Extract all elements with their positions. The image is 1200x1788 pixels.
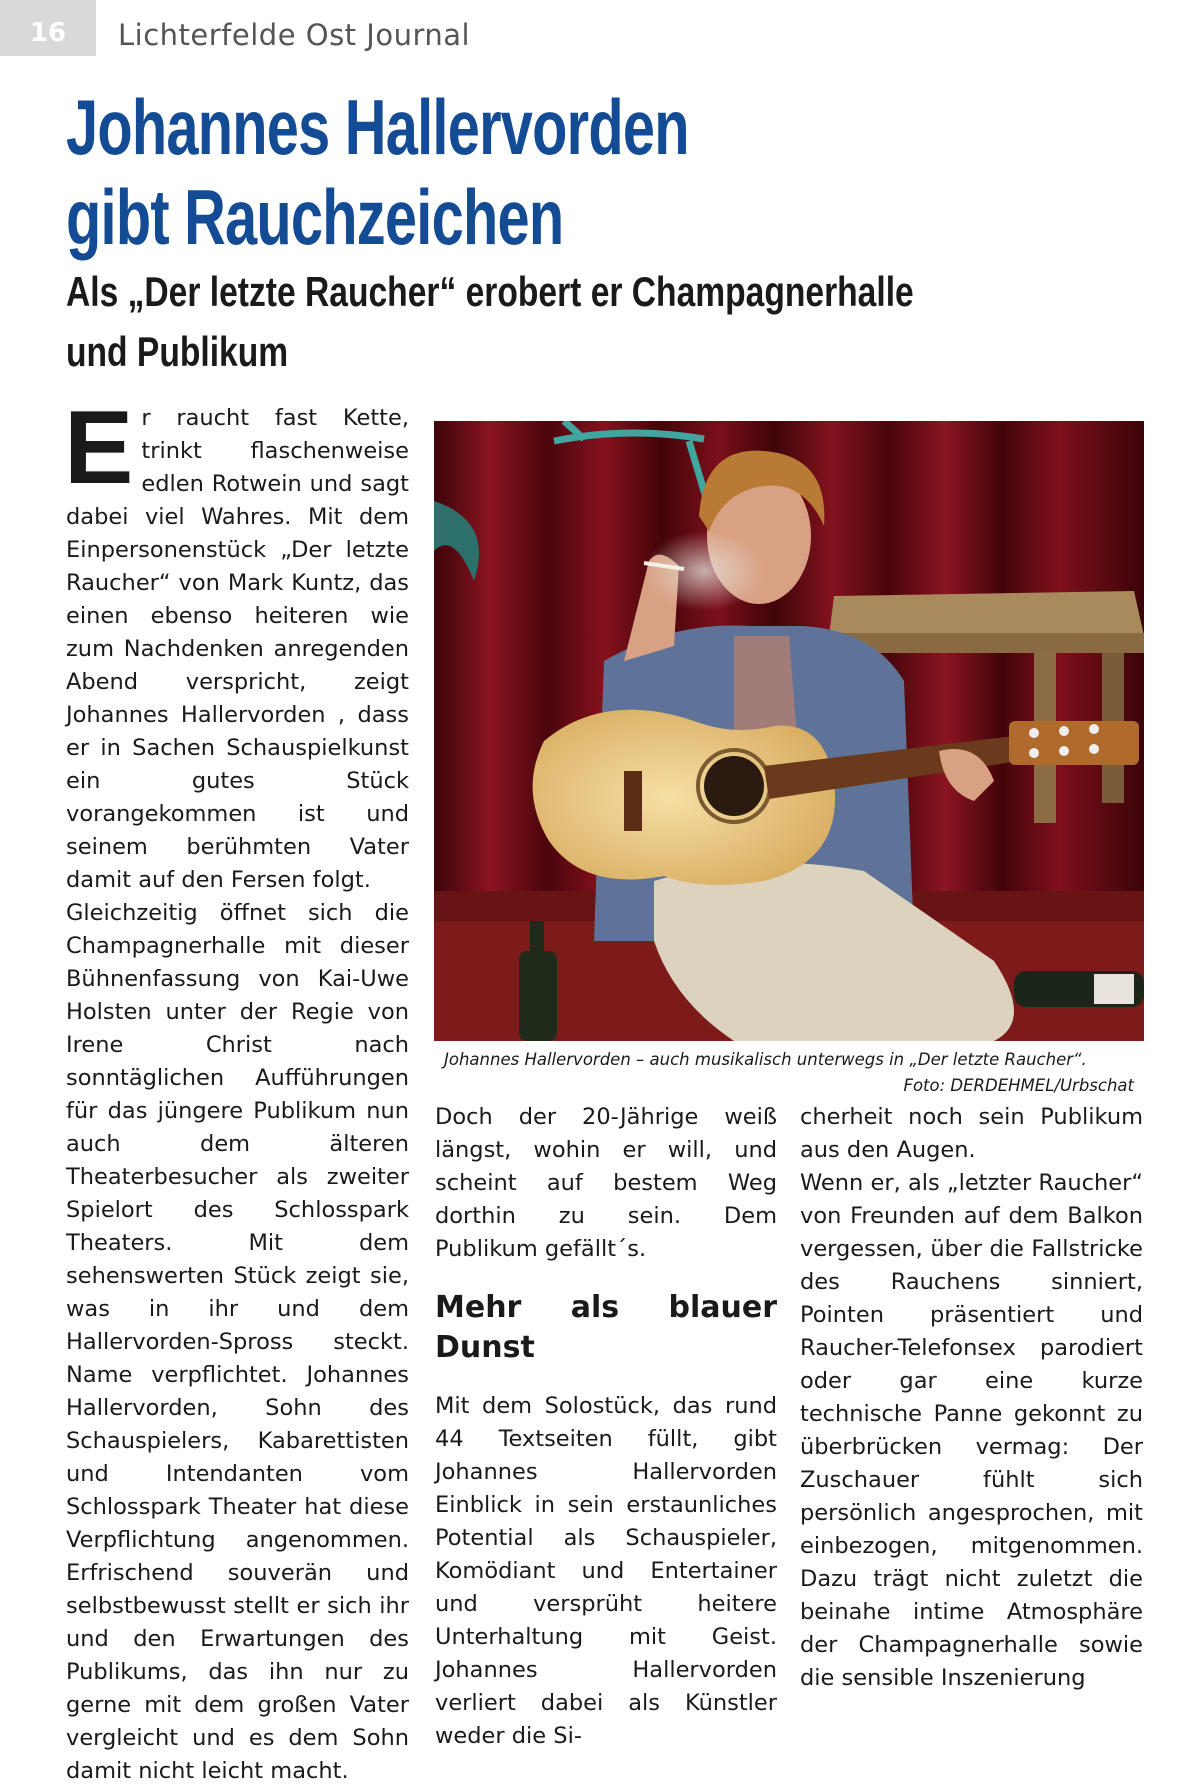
photo-credit: Foto: DERDEHMEL/Urbschat [903,1076,1134,1095]
page-number: 16 [0,0,96,56]
stage-photo-illustration [434,421,1144,1041]
article-column-1 [64,390,409,1788]
journal-name: Lichterfelde Ost Journal [118,18,471,52]
caption-text: Johannes Hallervorden – auch musikalisch unterwegs in „Der letzte Raucher“. [444,1050,1087,1069]
section-title: Mehr als blauer Dunst [435,1290,777,1365]
paragraph-intro: r raucht fast Kette, trinkt flaschenweise edlen Rotwein und sagt dabei viel Wahres. Mit dem Einpersonenstück „Der letzte Raucher“ von Mark Kuntz, das einen ebenso heiteren wie zum Nachdenken anregenden Abend verspricht, zeigt Johannes Hallervorden , dass er in Sachen Schauspielkunst ein gutes Stück vorangekommen ist und seinem berühmten Vater damit auf den Fersen folgt. [66,405,409,893]
article-column-2 [435,1101,777,1753]
paragraph-sicherheit: cherheit noch sein Publikum aus den Augen. [800,1104,1143,1163]
headline-line-1: Johannes Hallervorden [66,83,689,171]
subheadline-line-2: und Publikum [66,328,289,375]
smoke-cloud [644,531,764,611]
photo-caption [444,1047,1134,1099]
paragraph-solostueck: Mit dem Solostück, das rund 44 Textseiten füllt, gibt Johannes Hallervorden Einblick in sein erstaunliches Potential als Schauspieler, Komödiant und Entertainer und versprüht heitere Unterhaltung mit Geist. Johannes Hallervorden verliert dabei als Künstler weder die Si- [435,1393,777,1749]
article-column-3 [800,1101,1143,1695]
paragraph-champagnerhalle: Gleichzeitig öffnet sich die Champagnerhalle mit dieser Bühnenfassung von Kai-Uwe Holsten unter der Regie von Irene Christ nach sonntäglichen Aufführungen für das jüngere Publikum nun auch dem älteren Theaterbesucher als zweiter Spielort des Schlosspark Theaters. Mit dem sehenswerten Stück zeigt sie, was in ihr und dem Hallervorden-Spross steckt. Name verpflichtet. Johannes Hallervorden, Sohn des Schauspielers, Kabarettisten und Intendanten vom Schlosspark Theater hat diese Verpflichtung angenommen. Erfrischend souverän und selbstbewusst stellt er sich ihr und den Erwartungen des Publikums, das ihn nur zu gerne mit dem großen Vater vergleicht und es dem Sohn damit nicht leicht macht. [66,900,409,1784]
drop-cap: E [64,390,134,506]
article-photo [434,421,1144,1041]
wine-bottle-left [519,951,557,1041]
subheadline-line-1: Als „Der letzte Raucher“ erobert er Champagnerhalle [66,268,914,315]
paragraph-letzter-raucher: Wenn er, als „letzter Raucher“ von Freunden auf dem Balkon vergessen, über die Fallstricke des Rauchens sinniert, Pointen präsentiert und Raucher-Telefonsex parodiert oder gar eine kurze technische Panne gekonnt zu überbrücken vermag: Der Zuschauer fühlt sich persönlich angesprochen, mit einbezogen, mitgenommen. Dazu trägt nicht zuletzt die beinahe intime Atmosphäre der Champagnerhalle sowie die sensible Inszenierung [800,1170,1143,1691]
headline [66,82,689,262]
subheadline [66,262,1026,382]
paragraph-publikum: Doch der 20-Jährige weiß längst, wohin er will, und scheint auf bestem Weg dorthin zu sein. Dem Publikum gefällt´s. [435,1104,777,1262]
headline-line-2: gibt Rauchzeichen [66,173,564,261]
